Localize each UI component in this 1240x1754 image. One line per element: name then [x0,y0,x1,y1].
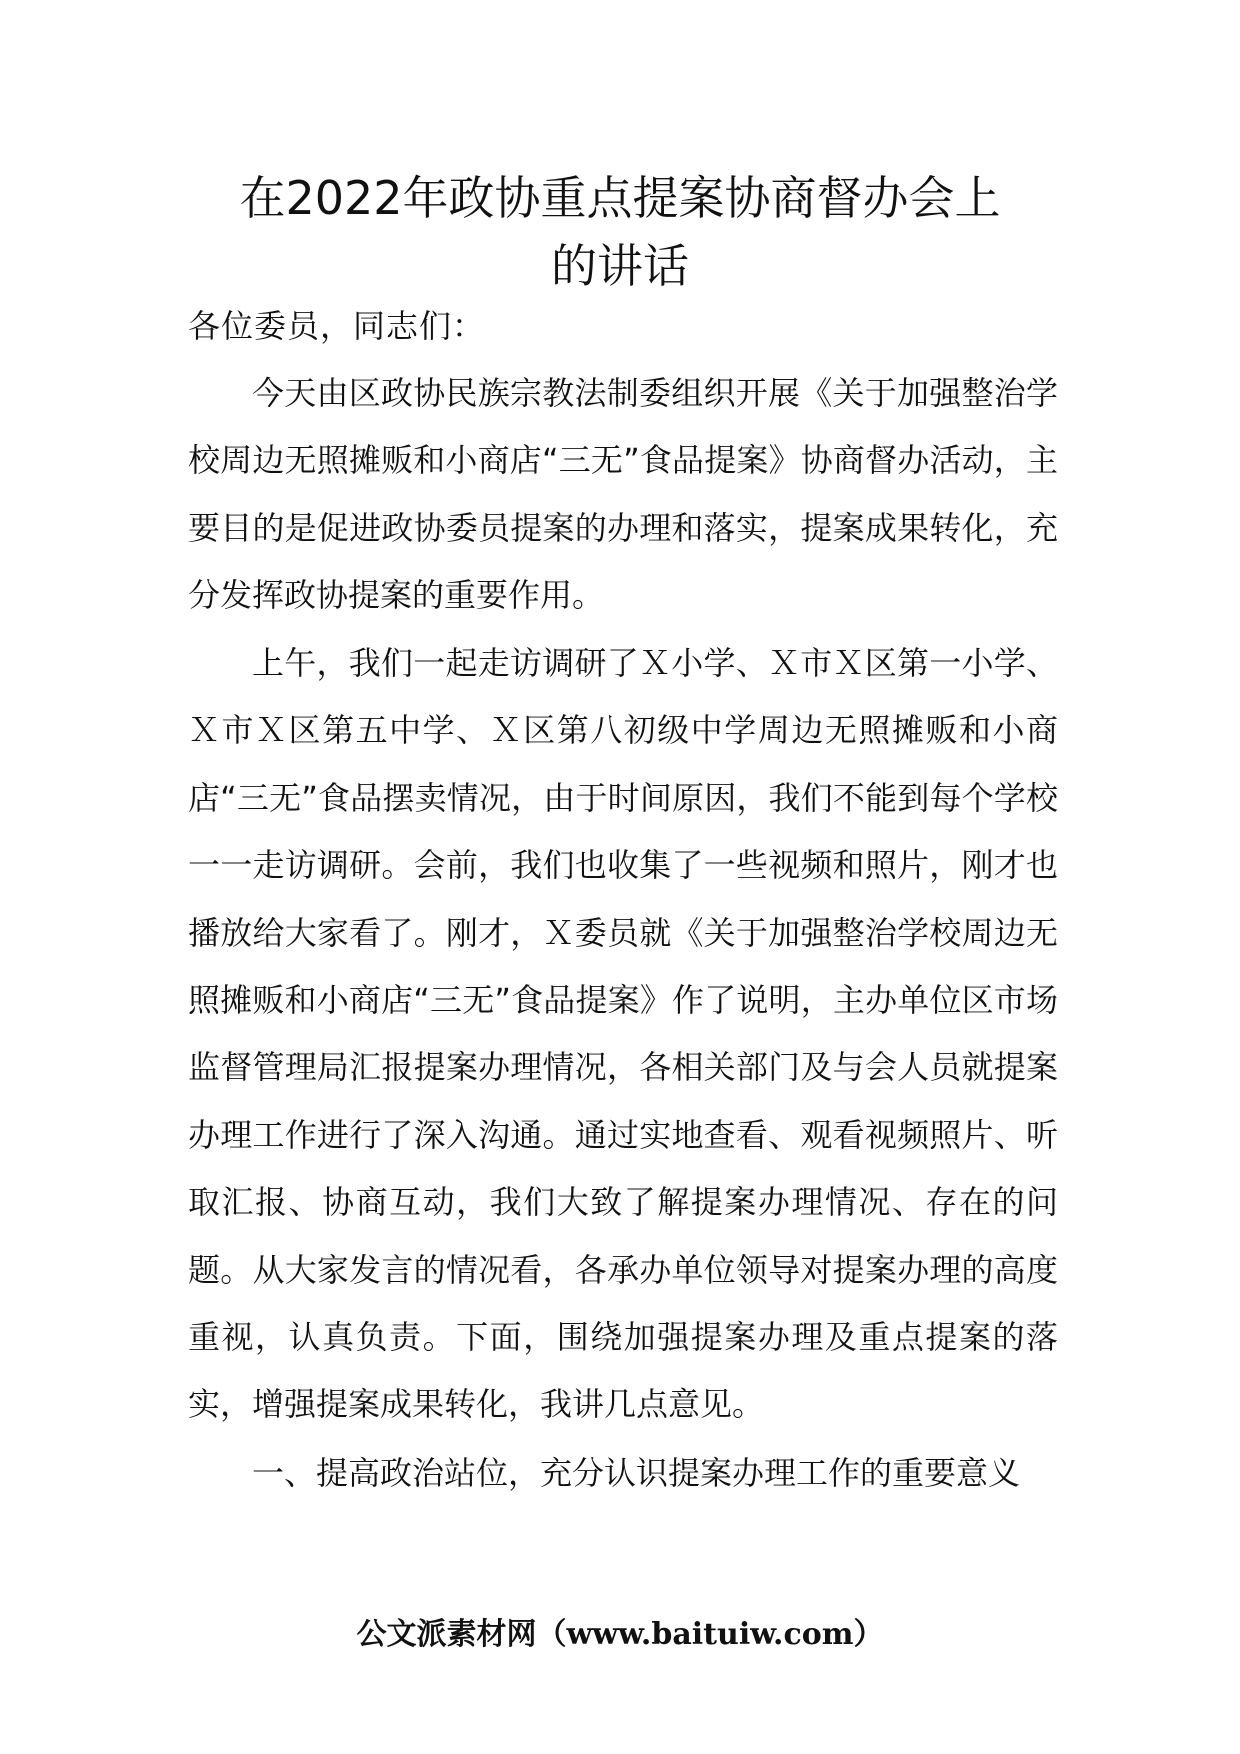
document-title-line-1: 在2022年政协重点提案协商督办会上 [239,171,1001,225]
footer-watermark: 公文派素材网（www.baituiw.com） [356,1617,884,1652]
document-title-line-2: 的讲话 [551,239,689,293]
salutation: 各位委员，同志们： [188,307,486,345]
paragraph-2: 上午，我们一起走访调研了Ｘ小学、Ｘ市Ｘ区第一小学、Ｘ市Ｘ区第五中学、Ｘ区第八初级中学周边无照摊贩和小商店“三无”食品摆卖情况，由于时间原因，我们不能到每个学校一一走访调研。会前，我们也收集了一些视频和照片，刚才也播放给大家看了。刚才，Ｘ委员就《关于加强整治学校周边无照摊贩和小商店“三无”食品提案》作了说明，主办单位区市场监督管理局汇报提案办理情况，各相关部门及与会人员就提案办理工作进行了深入沟通。通过实地查看、观看视频照片、听取汇报、协商互动，我们大致了解提案办理情况、存在的问题。从大家发言的情况看，各承办单位领导对提案办理的高度重视，认真负责。下面，围绕加强提案办理及重点提案的落实，增强提案成果转化，我讲几点意见。 [188,644,1058,1424]
paragraph-1: 今天由区政协民族宗教法制委组织开展《关于加强整治学校周边无照摊贩和小商店“三无”食品提案》协商督办活动，主要目的是促进政协委员提案的办理和落实，提案成果转化，充分发挥政协提案的重要作用。 [188,374,1058,615]
section-heading-1: 一、提高政治站位，充分认识提案办理工作的重要意义 [252,1454,1021,1492]
